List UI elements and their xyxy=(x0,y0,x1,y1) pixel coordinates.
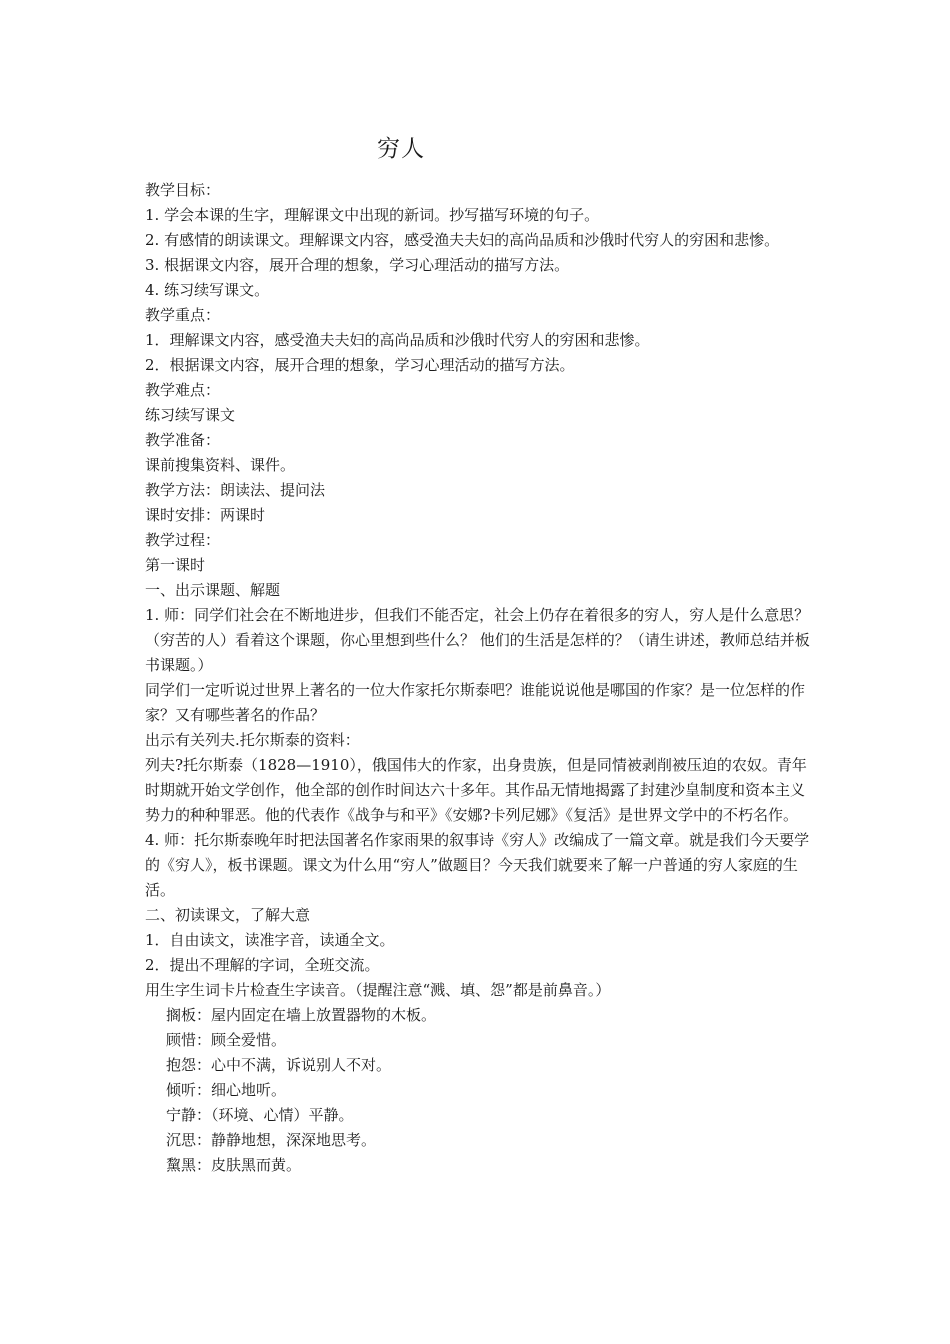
paragraph: 用生字生词卡片检查生字读音。（提醒注意“溅、填、怨”都是前鼻音。） xyxy=(145,981,611,999)
section-heading: 教学目标： xyxy=(145,181,221,199)
paragraph: 2．根据课文内容，展开合理的想象，学习心理活动的描写方法。 xyxy=(145,356,575,374)
section-heading: 教学准备： xyxy=(145,431,221,449)
vocab-item: 搁板：屋内固定在墙上放置器物的木板。 xyxy=(166,1006,437,1024)
paragraph: 教学方法：朗读法、提问法 xyxy=(145,481,326,499)
vocab-item: 顾惜：顾全爱惜。 xyxy=(166,1031,287,1049)
body-text xyxy=(145,178,815,1178)
section-heading: 教学重点： xyxy=(145,306,221,324)
vocab-item: 宁静：（环境、心情）平静。 xyxy=(166,1106,354,1124)
paragraph: 2. 有感情的朗读课文。理解课文内容，感受渔夫夫妇的高尚品质和沙俄时代穷人的穷困和悲惨。 xyxy=(145,231,780,249)
paragraph: 4. 练习续写课文。 xyxy=(145,281,270,299)
document-title: 穷人 xyxy=(377,136,425,162)
paragraph: 2．提出不理解的字词，全班交流。 xyxy=(145,956,380,974)
paragraph: 二、初读课文，了解大意 xyxy=(145,906,311,924)
paragraph: 出示有关列夫.托尔斯泰的资料： xyxy=(145,731,360,749)
paragraph: 课时安排：两课时 xyxy=(145,506,266,524)
paragraph: 一、出示课题、解题 xyxy=(145,581,281,599)
paragraph: 1．自由读文，读准字音，读通全文。 xyxy=(145,931,395,949)
paragraph: 1. 学会本课的生字，理解课文中出现的新词。抄写描写环境的句子。 xyxy=(145,206,600,224)
vocab-item: 黧黑：皮肤黑而黄。 xyxy=(166,1156,302,1174)
paragraph: 课前搜集资料、课件。 xyxy=(145,456,296,474)
paragraph: 1. 师：同学们社会在不断地进步，但我们不能否定，社会上仍存在着很多的穷人，穷人是什么意思？（穷苦的人）看着这个课题，你心里想到些什么？ 他们的生活是怎样的？（请生讲述，教师总结并板书课题。） xyxy=(145,606,810,674)
section-heading: 教学难点： xyxy=(145,381,221,399)
document-page xyxy=(145,132,815,1178)
paragraph: 练习续写课文 xyxy=(145,406,236,424)
section-heading: 教学过程： xyxy=(145,531,221,549)
vocab-item: 抱怨：心中不满，诉说别人不对。 xyxy=(166,1056,392,1074)
paragraph: 3. 根据课文内容，展开合理的想象，学习心理活动的描写方法。 xyxy=(145,256,570,274)
paragraph: 4. 师：托尔斯泰晚年时把法国著名作家雨果的叙事诗《穷人》改编成了一篇文章。就是我们今天要学的《穷人》，板书课题。课文为什么用“穷人”做题目？今天我们就要来了解一户普通的穷人家庭的生活。 xyxy=(145,831,810,899)
paragraph: 列夫?托尔斯泰（1828—1910），俄国伟大的作家，出身贵族，但是同情被剥削被压迫的农奴。青年时期就开始文学创作，他全部的创作时间达六十多年。其作品无情地揭露了封建沙皇制度和资本主义势力的种种罪恶。他的代表作《战争与和平》《安娜?卡列尼娜》《复活》是世界文学中的不朽名作。 xyxy=(145,756,807,824)
vocab-item: 倾听：细心地听。 xyxy=(166,1081,287,1099)
paragraph: 第一课时 xyxy=(145,556,206,574)
paragraph: 同学们一定听说过世界上著名的一位大作家托尔斯泰吧？谁能说说他是哪国的作家？是一位怎样的作家？又有哪些著名的作品？ xyxy=(145,681,806,724)
paragraph: 1．理解课文内容，感受渔夫夫妇的高尚品质和沙俄时代穷人的穷困和悲惨。 xyxy=(145,331,650,349)
vocab-item: 沉思：静静地想，深深地思考。 xyxy=(166,1131,377,1149)
